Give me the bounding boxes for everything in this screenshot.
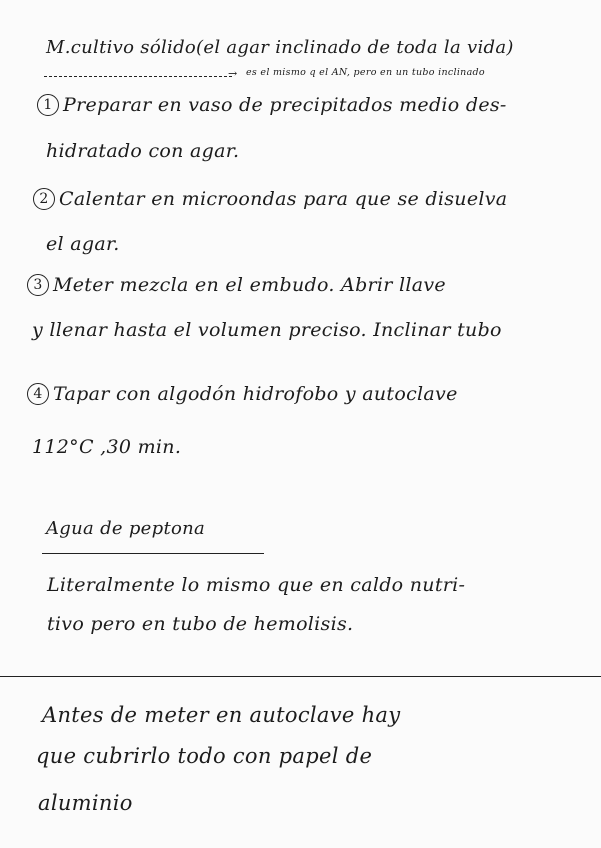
title-underline [44,76,232,77]
step-4-line1: 4 Tapar con algodón hidrofobo y autoclave [27,383,458,405]
arrow-icon: → [228,67,238,80]
section3-line2: que cubrirlo todo con papel de [36,744,373,768]
step-1-line2: hidratado con agar. [46,140,240,162]
section-divider [0,676,601,677]
step-1-number: 1 [37,94,59,116]
section3-line1: Antes de meter en autoclave hay [42,703,401,727]
step-3-number: 3 [27,274,49,296]
step-2-line2: el agar. [46,233,120,255]
step-3-line2: y llenar hasta el volumen preciso. Inclinar tubo [32,319,502,341]
section1-title: M.cultivo sólido(el agar inclinado de toda la vida) [46,37,514,58]
step-2-number: 2 [33,188,55,210]
section2-line1: Literalmente lo mismo que en caldo nutri- [47,574,466,596]
step-1-line1: 1 Preparar en vaso de precipitados medio des- [37,94,507,116]
section2-line2: tivo pero en tubo de hemolisis. [47,613,354,635]
section1-note: es el mismo q el AN, pero en un tubo inclinado [246,67,485,78]
step-4-line2: 112°C ,30 min. [32,436,182,458]
step-2-line1: 2 Calentar en microondas para que se disuelva [33,188,507,210]
section3-line3: aluminio [38,791,133,815]
section2-underline [42,553,264,554]
step-3-line1: 3 Meter mezcla en el embudo. Abrir llave [27,274,446,296]
section2-title: Agua de peptona [46,518,206,539]
step-4-number: 4 [27,383,49,405]
